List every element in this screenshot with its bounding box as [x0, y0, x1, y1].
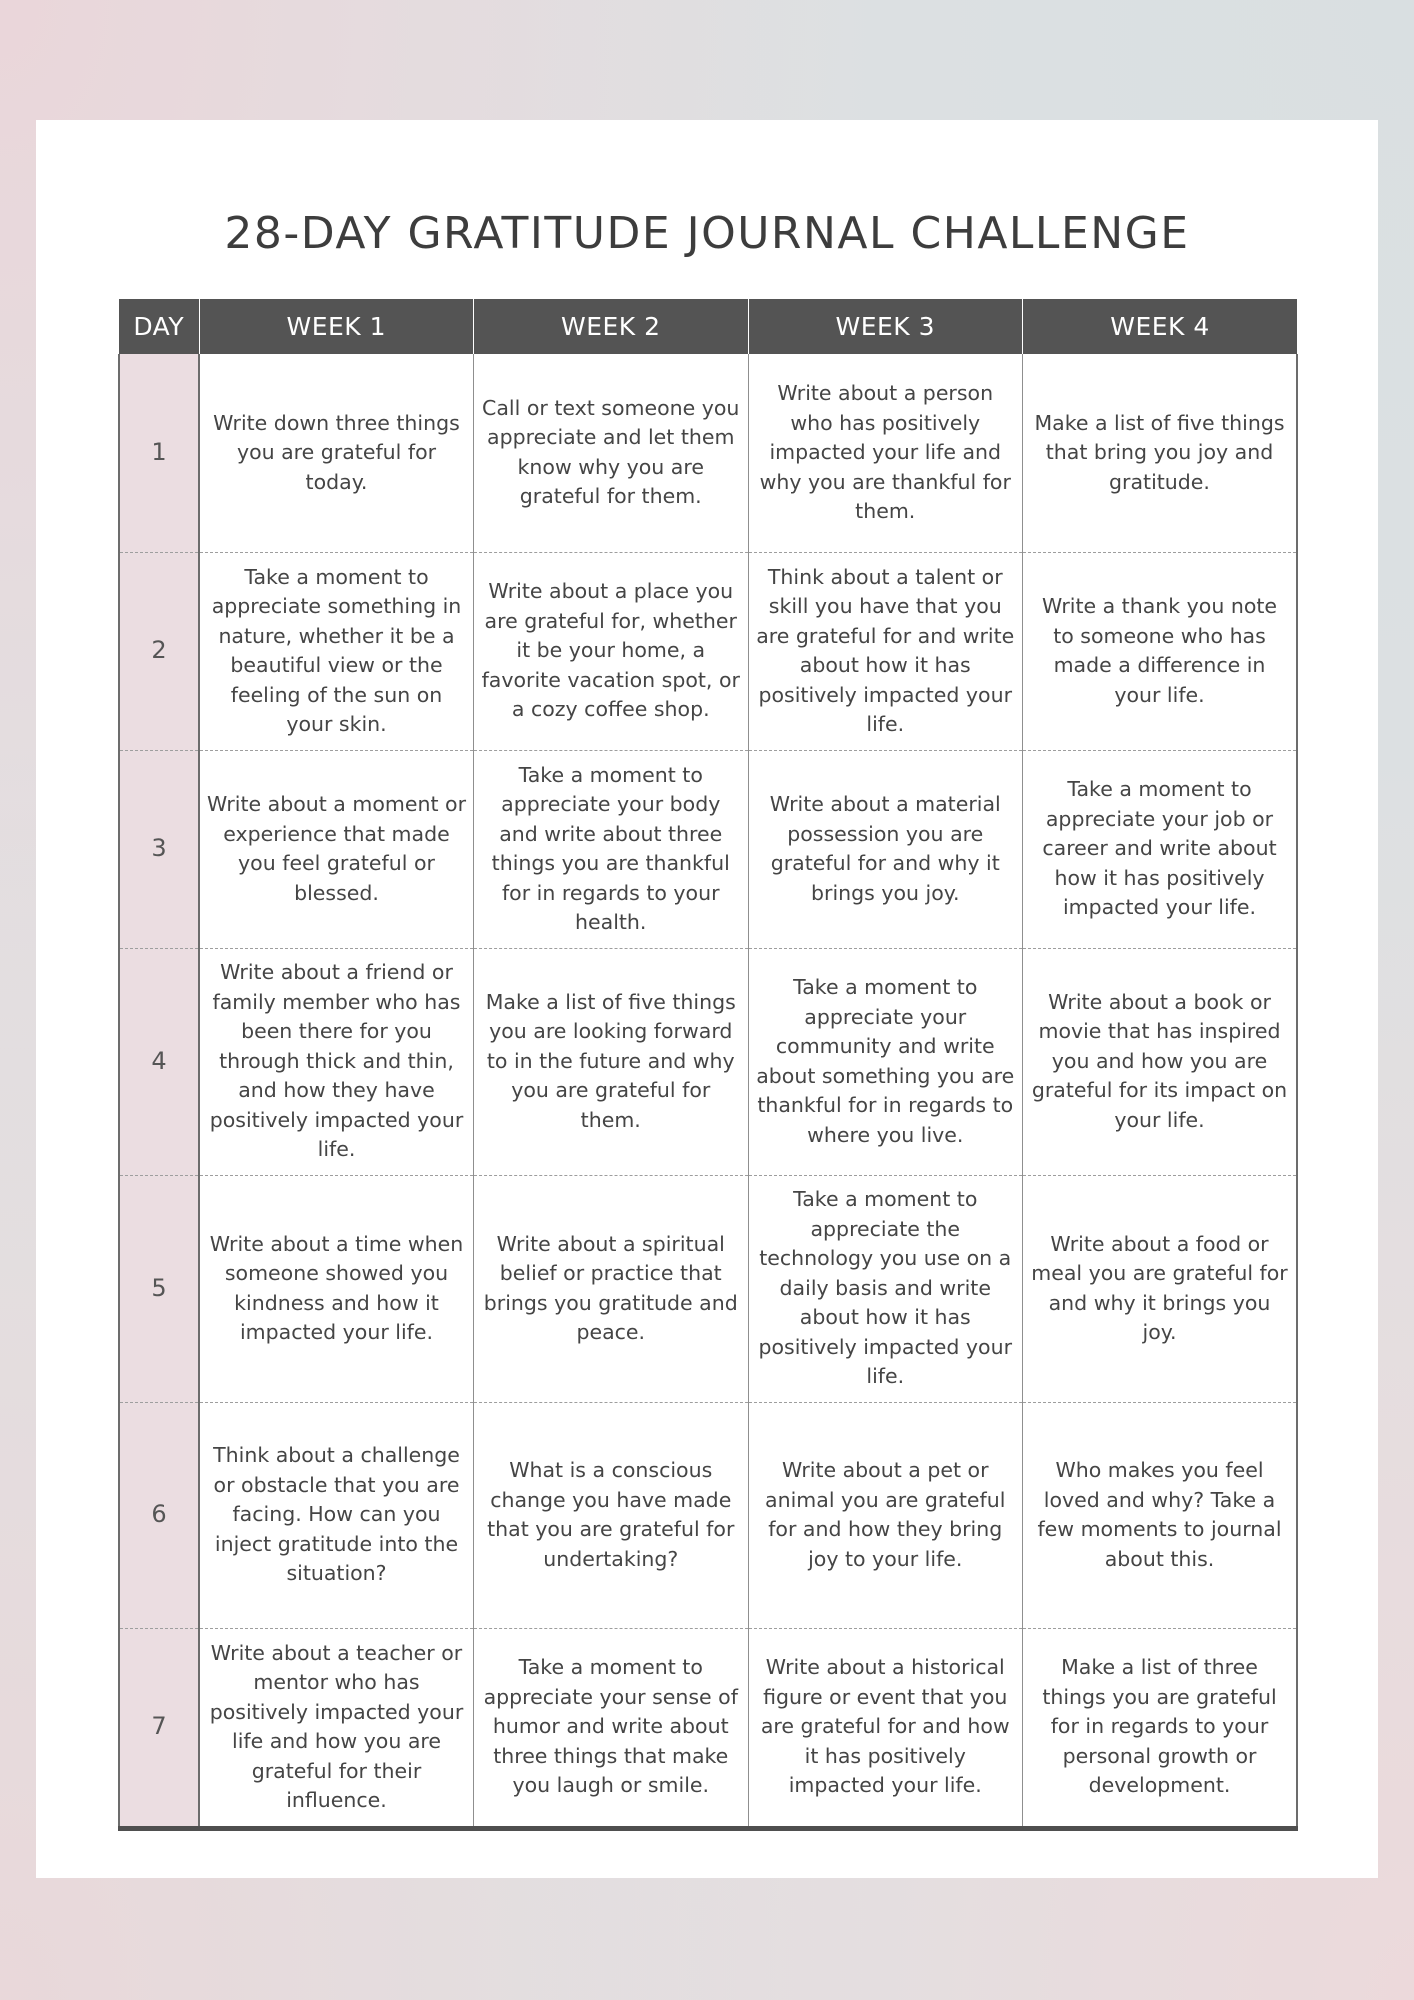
prompt-cell: Write about a historical figure or event that you are grateful for and how it has positively impacted your life. [748, 1628, 1023, 1828]
header-week-3: WEEK 3 [748, 299, 1023, 354]
prompt-cell: Make a list of three things you are grateful for in regards to your personal growth or development. [1023, 1628, 1298, 1828]
prompt-cell: Take a moment to appreciate something in nature, whether it be a beautiful view or the feeling of the sun on your skin. [199, 552, 474, 750]
table-row [119, 1628, 1297, 1828]
challenge-table [118, 299, 1298, 1831]
prompt-cell: Who makes you feel loved and why? Take a few moments to journal about this. [1023, 1402, 1298, 1628]
prompt-cell: Call or text someone you appreciate and let them know why you are grateful for them. [474, 354, 749, 552]
table-row [119, 1402, 1297, 1628]
prompt-cell: Make a list of five things you are looking forward to in the future and why you are grateful for them. [474, 948, 749, 1175]
prompt-cell: Take a moment to appreciate your community and write about something you are thankful for in regards to where you live. [748, 948, 1023, 1175]
header-day: DAY [119, 299, 199, 354]
prompt-cell: Think about a challenge or obstacle that you are facing. How can you inject gratitude into the situation? [199, 1402, 474, 1628]
prompt-cell: Write down three things you are grateful for today. [199, 354, 474, 552]
day-number: 3 [119, 750, 199, 948]
day-number: 1 [119, 354, 199, 552]
prompt-cell: Write about a teacher or mentor who has positively impacted your life and how you are grateful for their influence. [199, 1628, 474, 1828]
prompt-cell: Write about a food or meal you are grateful for and why it brings you joy. [1023, 1175, 1298, 1402]
prompt-cell: Write about a place you are grateful for, whether it be your home, a favorite vacation spot, or a cozy coffee shop. [474, 552, 749, 750]
prompt-cell: Write about a time when someone showed you kindness and how it impacted your life. [199, 1175, 474, 1402]
prompt-cell: Take a moment to appreciate your sense of humor and write about three things that make you laugh or smile. [474, 1628, 749, 1828]
header-week-2: WEEK 2 [474, 299, 749, 354]
prompt-cell: Write about a book or movie that has inspired you and how you are grateful for its impact on your life. [1023, 948, 1298, 1175]
prompt-cell: Write about a person who has positively impacted your life and why you are thankful for them. [748, 354, 1023, 552]
day-number: 7 [119, 1628, 199, 1828]
day-number: 2 [119, 552, 199, 750]
page-title: 28-DAY GRATITUDE JOURNAL CHALLENGE [224, 208, 1190, 259]
header-week-4: WEEK 4 [1023, 299, 1298, 354]
prompt-cell: Write about a material possession you are grateful for and why it brings you joy. [748, 750, 1023, 948]
header-week-1: WEEK 1 [199, 299, 474, 354]
prompt-cell: Take a moment to appreciate the technology you use on a daily basis and write about how it has positively impacted your life. [748, 1175, 1023, 1402]
prompt-cell: Write about a spiritual belief or practice that brings you gratitude and peace. [474, 1175, 749, 1402]
day-number: 4 [119, 948, 199, 1175]
table-body [119, 354, 1297, 1828]
prompt-cell: Write about a moment or experience that made you feel grateful or blessed. [199, 750, 474, 948]
header-row [119, 299, 1297, 354]
prompt-cell: Think about a talent or skill you have that you are grateful for and write about how it has positively impacted your life. [748, 552, 1023, 750]
prompt-cell: Write about a pet or animal you are grateful for and how they bring joy to your life. [748, 1402, 1023, 1628]
table-header [119, 299, 1297, 354]
prompt-cell: Make a list of five things that bring you joy and gratitude. [1023, 354, 1298, 552]
table-row [119, 552, 1297, 750]
prompt-cell: Take a moment to appreciate your body and write about three things you are thankful for in regards to your health. [474, 750, 749, 948]
table-row [119, 1175, 1297, 1402]
prompt-cell: Take a moment to appreciate your job or career and write about how it has positively impacted your life. [1023, 750, 1298, 948]
prompt-cell: Write about a friend or family member who has been there for you through thick and thin, and how they have positively impacted your life. [199, 948, 474, 1175]
day-number: 6 [119, 1402, 199, 1628]
prompt-cell: Write a thank you note to someone who has made a difference in your life. [1023, 552, 1298, 750]
table-row [119, 948, 1297, 1175]
table-row [119, 354, 1297, 552]
table-row [119, 750, 1297, 948]
day-number: 5 [119, 1175, 199, 1402]
prompt-cell: What is a conscious change you have made that you are grateful for undertaking? [474, 1402, 749, 1628]
